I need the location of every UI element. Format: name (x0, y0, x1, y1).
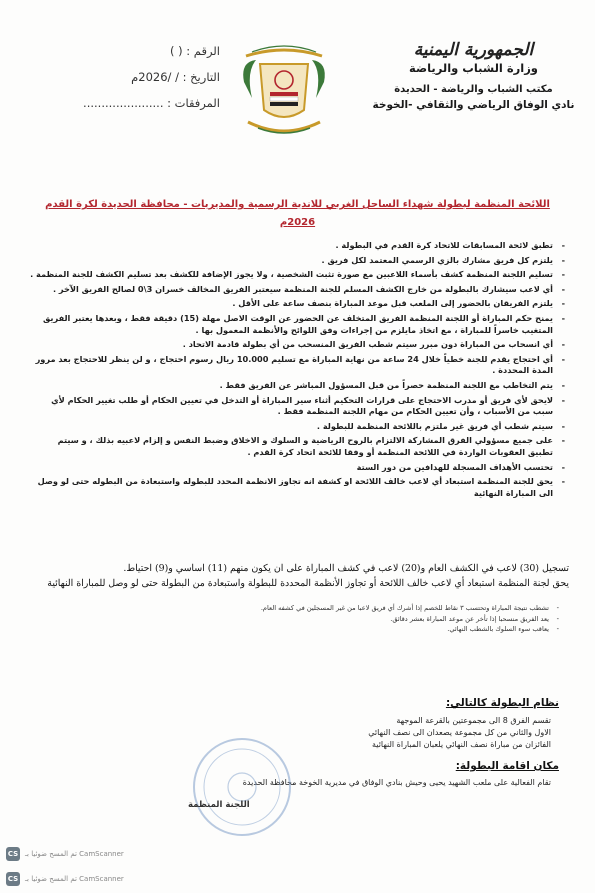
rule-item: - تطبق لائحة المسابقات للاتحاد كرة القدم في البطولة . (30, 240, 553, 252)
rule-item: - أي انسحاب من المباراة دون مبرر سيتم شطب الفريق المنسحب من أي بطولة قادمة الاتحاد . (30, 339, 553, 351)
club-name: نادي الوفاق الرياضي والثقافي -الخوخة (372, 99, 575, 111)
scanner-text: تم المسح ضوئيا بـ CamScanner (25, 850, 124, 858)
rule-item: - على جميع مسؤولي الفرق المشاركة الالتزام بالروح الرياضية و السلوك و الاخلاق وضبط النفس و إلزام لاعبيه بذلك ، و سيتم تطبيق العقوبات الواردة في اللائحة المنظمة أو وفقا للائحة اتحاد كرة القدم . (30, 435, 553, 458)
committee-signature: اللجنة المنظمة (188, 800, 250, 810)
rule-item: - لايحق لأي فريق أو مدرب الاحتجاج على قرارات التحكيم أثناء سير المباراة أو التدخل في تعيين الحكام أو طلب تغيير الحكام لأي سبب من الأسباب ، وأن تعيين الحكام من مهام اللجنة المنظمة فقط . (30, 395, 553, 418)
notes-list (40, 603, 563, 635)
note-item: - تشطب نتيجة المباراة وتحتسب ٣ نقاط للخصم إذا أشرك أي فريق لاعبا من غير المسجلين في كشفه العام. (40, 603, 549, 614)
ministry-name: وزارة الشباب والرياضة (409, 61, 538, 75)
system-heading: نظام البطولة كالتالي: (445, 697, 559, 709)
reference-date: التاريخ : / /2026م (131, 70, 220, 84)
handwritten-note: يحق لجنة المنظمة استبعاد أي لاعب خالف اللائحة أو تجاوز الأنظمة المحددة للبطولة واستبعادة من البطولة حتى لو وصل للمباراة النهائية (47, 578, 569, 589)
system-line: الفائزان من مباراة نصف النهائي يلعبان المباراة النهائية (371, 740, 551, 749)
document-title: اللائحة المنظمة لبطولة شهداء الساحل الغربي للاندية الرسمية والمديريات - محافظة الحديدة لكرة القدم 2026م (45, 199, 550, 228)
venue-line: تقام الفعالية على ملعب الشهيد يحيى وحيش بنادي الوفاق في مديرية الخوخة محافظة الحديدة (242, 778, 551, 787)
rule-item: - يلتزم كل فريق مشارك بالزي الرسمي المعتمد لكل فريق . (30, 255, 553, 267)
system-line: تقسم الفرق 8 الى مجموعتين بالقرعة الموجهة (396, 716, 551, 725)
rule-item: - يمنح حكم المباراة أو اللجنة المنظمة الفريق المتخلف عن الحضور عن الوقت الاصل مهلة (15) دقيقة فقط ، وبعدها يعتبر الفريق المتغيب خاسراً للمباراة ، مع اتخاذ مايلزم من إجراءات وفق اللوائح والأنظمة المعمول بها . (30, 313, 553, 336)
office-name: مكتب الشباب والرياضة - الحديدة (394, 84, 553, 95)
note-item: - يعاقب سوء السلوك بالشطب النهائي. (40, 624, 549, 635)
scanner-text: تم المسح ضوئيا بـ CamScanner (25, 875, 124, 883)
rule-item: - يتم التخاطب مع اللجنة المنظمة حصراً من قبل المسؤول المباشر عن الفريق فقط . (30, 380, 553, 392)
rule-item: - سيتم شطب أي فريق غير ملتزم باللائحة المنظمة للبطولة . (30, 421, 553, 433)
ministry-header (366, 40, 581, 113)
rule-item: - أي لاعب سيشارك بالبطولة من خارج الكشف المسلم للجنة المنظمة سيعتبر الفريق المخالف خسران 3\0 لصالح الفريق الآخر . (30, 284, 553, 296)
camscanner-icon: CS (6, 847, 20, 861)
rule-item: - يحق للجنة المنظمة استبعاد أي لاعب خالف اللائحة او كشفة انه تجاوز الانظمة المحدد للبطوله واستبعادة من البطوله حتى لو وصل الى المباراة النهائية (30, 476, 553, 499)
note-item: - يعد الفريق منسحبا إذا تأخر عن موعد المباراة بعشر دقائق. (40, 614, 549, 625)
rule-item: - أي احتجاج يقدم للجنة خطياً خلال 24 ساعة من نهاية المباراة مع تسليم 10.000 ريال رسوم احتجاج ، و لن ينظر للاحتجاج بعد مرور المدة المحددة . (30, 354, 553, 377)
republic-name: الجمهورية اليمنية (413, 40, 534, 60)
reference-number: الرقم : ( ) (169, 44, 220, 58)
reference-attachments: المرفقات : ...................... (83, 96, 220, 110)
venue-heading: مكان اقامة البطولة: (455, 760, 559, 772)
rule-item: - يلتزم الفريقان بالحضور إلى الملعب قبل موعد المباراة بنصف ساعة على الأقل . (30, 298, 553, 310)
system-details (368, 715, 551, 751)
handwritten-note: تسجيل (30) لاعب في الكشف العام و(20) لاعب في كشف المباراة على ان يكون منهم (11) اساسي و(9) احتياط. (123, 563, 569, 574)
rule-item: - تحتسب الأهداف المسجلة للهدافين من دور الستة (30, 462, 553, 474)
camscanner-icon: CS (6, 872, 20, 886)
rule-item: - تسليم اللجنة المنظمة كشف بأسماء اللاعبين مع صورة تثبت الشخصية ، ولا يجوز الإضافة للكشف بعد تسليم الكشف للجنة المنظمة . (30, 269, 553, 281)
club-logo-icon (238, 42, 330, 142)
reference-block (40, 38, 220, 116)
system-line: الاول والثاني من كل مجموعة يصعدان الى نصف النهائي (368, 728, 551, 737)
scanner-watermark (6, 872, 124, 886)
rules-list (30, 240, 567, 502)
scanner-watermark (6, 847, 124, 861)
official-stamp-icon (182, 732, 302, 842)
